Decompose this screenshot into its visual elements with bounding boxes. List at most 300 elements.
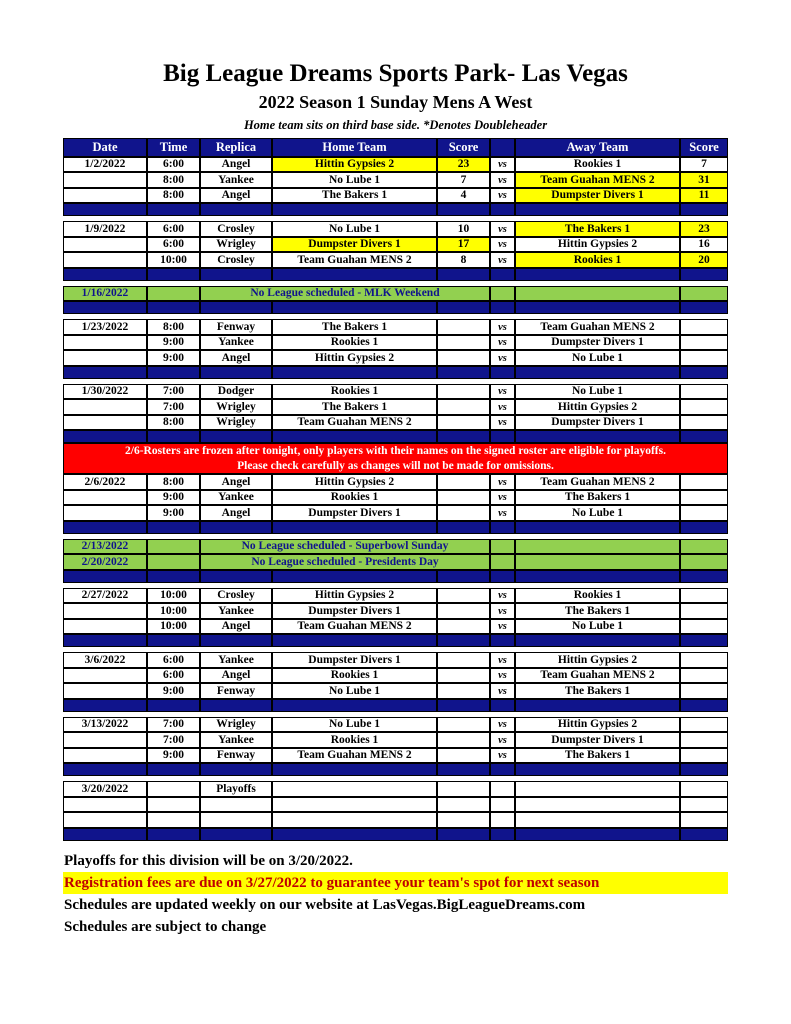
separator-cell [437,763,490,776]
replica-cell: Wrigley [200,237,272,253]
home-score-cell [437,335,490,351]
date-cell [63,237,147,253]
vs-label: vs [490,748,515,764]
separator-cell [490,699,515,712]
header-away-team: Away Team [515,138,680,157]
separator-cell [680,203,728,216]
time-cell [147,539,200,555]
no-league-message: No League scheduled - Presidents Day [200,554,490,570]
home-score-cell [437,415,490,431]
game-row [63,350,728,366]
separator-cell [63,430,147,443]
away-score-cell [680,350,728,366]
away-team-cell: The Bakers 1 [515,490,680,506]
time-cell: 8:00 [147,188,200,204]
game-row [63,668,728,684]
home-score-cell [437,588,490,604]
schedule-page [63,0,728,938]
separator-cell [147,634,200,647]
separator-cell [515,366,680,379]
away-team-cell: The Bakers 1 [515,683,680,699]
time-cell [147,812,200,828]
home-team-cell: Dumpster Divers 1 [272,652,437,668]
no-league-row [63,286,728,302]
home-team-cell: The Bakers 1 [272,188,437,204]
game-row [63,588,728,604]
home-score-cell: 10 [437,221,490,237]
roster-freeze-line-1: 2/6-Rosters are frozen after tonight, only players with their names on the signed roster are eligible for playoffs. [125,445,666,458]
separator-cell [490,828,515,841]
separator-cell [200,268,272,281]
separator-cell [272,634,437,647]
date-cell: 2/20/2022 [63,554,147,570]
separator-cell [515,763,680,776]
date-cell: 1/16/2022 [63,286,147,302]
away-score-cell [680,781,728,797]
game-row [63,812,728,828]
date-cell [63,812,147,828]
game-row [63,415,728,431]
separator-cell [63,763,147,776]
time-cell [147,781,200,797]
away-score-cell: 31 [680,172,728,188]
replica-cell [200,812,272,828]
home-team-cell: Hittin Gypsies 2 [272,474,437,490]
away-score-cell [680,384,728,400]
header-date: Date [63,138,147,157]
replica-cell: Crosley [200,588,272,604]
away-score-cell [680,732,728,748]
away-score-cell [680,588,728,604]
separator-row [63,366,728,379]
separator-cell [272,570,437,583]
vs-label: vs [490,399,515,415]
separator-cell [490,366,515,379]
separator-cell [515,203,680,216]
replica-cell: Angel [200,474,272,490]
vs-label: vs [490,335,515,351]
vs-label: vs [490,221,515,237]
separator-cell [437,828,490,841]
vs-label: vs [490,717,515,733]
separator-cell [200,699,272,712]
header-vs [490,138,515,157]
away-score-cell: 11 [680,188,728,204]
separator-cell [272,763,437,776]
vs-cell-blank [490,286,515,302]
header-home-team: Home Team [272,138,437,157]
replica-cell: Angel [200,505,272,521]
home-team-cell: No Lube 1 [272,221,437,237]
no-league-message: No League scheduled - MLK Weekend [200,286,490,302]
time-cell: 6:00 [147,221,200,237]
game-row [63,384,728,400]
table-body [63,157,728,841]
separator-cell [272,203,437,216]
away-score-cell [680,490,728,506]
away-score-cell [680,668,728,684]
away-score-cell: 20 [680,252,728,268]
away-score-cell [680,415,728,431]
time-cell: 6:00 [147,652,200,668]
time-cell: 9:00 [147,335,200,351]
separator-cell [490,763,515,776]
separator-row [63,699,728,712]
separator-cell [200,828,272,841]
away-score-cell [680,286,728,302]
away-score-cell [680,748,728,764]
vs-label: vs [490,237,515,253]
vs-label [490,781,515,797]
separator-cell [515,699,680,712]
away-score-cell [680,619,728,635]
home-team-note: Home team sits on third base side. *Denotes Doubleheader [243,117,548,132]
game-row [63,221,728,237]
separator-cell [200,521,272,534]
game-row [63,319,728,335]
home-score-cell: 7 [437,172,490,188]
vs-label: vs [490,157,515,173]
separator-cell [147,521,200,534]
footer-website-line: Schedules are updated weekly on our website at LasVegas.BigLeagueDreams.com [64,896,586,913]
separator-cell [680,634,728,647]
replica-cell: Angel [200,188,272,204]
home-team-cell: Team Guahan MENS 2 [272,415,437,431]
home-score-cell [437,490,490,506]
vs-cell-blank [490,554,515,570]
separator-cell [63,570,147,583]
replica-cell [200,797,272,813]
home-team-cell: No Lube 1 [272,683,437,699]
separator-cell [147,203,200,216]
date-cell [63,797,147,813]
vs-label: vs [490,603,515,619]
separator-cell [63,366,147,379]
home-score-cell: 17 [437,237,490,253]
game-row [63,505,728,521]
separator-row [63,430,728,443]
replica-cell: Wrigley [200,399,272,415]
separator-cell [272,301,437,314]
time-cell: 7:00 [147,732,200,748]
vs-label: vs [490,505,515,521]
separator-cell [200,366,272,379]
game-row [63,252,728,268]
time-cell: 6:00 [147,237,200,253]
away-score-cell [680,554,728,570]
date-cell [63,399,147,415]
time-cell: 9:00 [147,505,200,521]
time-cell: 9:00 [147,683,200,699]
date-cell [63,172,147,188]
home-score-cell [437,812,490,828]
date-cell [63,619,147,635]
date-cell [63,732,147,748]
replica-cell: Dodger [200,384,272,400]
home-score-cell [437,732,490,748]
separator-cell [515,521,680,534]
replica-cell: Fenway [200,319,272,335]
time-cell: 10:00 [147,588,200,604]
separator-cell [437,268,490,281]
game-row [63,717,728,733]
date-cell [63,505,147,521]
game-row [63,748,728,764]
away-team-cell: Hittin Gypsies 2 [515,652,680,668]
home-team-cell: Rookies 1 [272,668,437,684]
vs-label: vs [490,668,515,684]
vs-label: vs [490,683,515,699]
date-cell [63,683,147,699]
separator-row [63,203,728,216]
date-cell [63,350,147,366]
replica-cell: Angel [200,350,272,366]
game-row [63,797,728,813]
home-team-cell: Dumpster Divers 1 [272,603,437,619]
separator-cell [147,301,200,314]
replica-cell: Crosley [200,252,272,268]
away-team-cell: Rookies 1 [515,252,680,268]
away-team-cell: Team Guahan MENS 2 [515,668,680,684]
date-cell: 2/6/2022 [63,474,147,490]
date-cell: 3/13/2022 [63,717,147,733]
separator-cell [490,570,515,583]
game-row [63,781,728,797]
home-team-cell [272,812,437,828]
replica-cell: Wrigley [200,717,272,733]
table-header-row [63,138,728,157]
separator-cell [680,268,728,281]
separator-cell [680,366,728,379]
away-team-cell: Dumpster Divers 1 [515,415,680,431]
date-cell: 1/2/2022 [63,157,147,173]
time-cell: 6:00 [147,157,200,173]
away-score-cell: 23 [680,221,728,237]
header-time: Time [147,138,200,157]
schedule-table [63,138,728,841]
separator-cell [200,203,272,216]
away-score-cell [680,797,728,813]
separator-cell [437,301,490,314]
time-cell: 9:00 [147,748,200,764]
home-team-cell: Team Guahan MENS 2 [272,619,437,635]
game-row [63,603,728,619]
separator-row [63,268,728,281]
replica-cell: Angel [200,668,272,684]
time-cell: 8:00 [147,319,200,335]
replica-cell: Yankee [200,652,272,668]
replica-cell: Yankee [200,335,272,351]
home-team-cell [272,797,437,813]
footer-playoffs-line: Playoffs for this division will be on 3/20/2022. [64,852,353,869]
away-team-cell: Rookies 1 [515,588,680,604]
separator-cell [680,301,728,314]
home-score-cell [437,781,490,797]
vs-label: vs [490,490,515,506]
separator-row [63,634,728,647]
separator-cell [680,570,728,583]
separator-cell [63,301,147,314]
date-cell: 1/9/2022 [63,221,147,237]
home-team-cell: Hittin Gypsies 2 [272,588,437,604]
separator-cell [63,268,147,281]
away-team-cell: Rookies 1 [515,157,680,173]
separator-cell [515,268,680,281]
separator-cell [63,828,147,841]
separator-cell [272,699,437,712]
away-score-cell [680,812,728,828]
time-cell: 8:00 [147,172,200,188]
vs-label: vs [490,252,515,268]
away-score-cell [680,505,728,521]
vs-label: vs [490,384,515,400]
separator-cell [490,301,515,314]
separator-cell [272,828,437,841]
date-cell [63,668,147,684]
separator-cell [515,828,680,841]
separator-cell [515,301,680,314]
away-team-cell: Team Guahan MENS 2 [515,474,680,490]
vs-label: vs [490,319,515,335]
vs-label [490,812,515,828]
home-team-cell: Hittin Gypsies 2 [272,350,437,366]
home-score-cell [437,350,490,366]
game-row [63,237,728,253]
separator-cell [515,634,680,647]
separator-cell [437,521,490,534]
game-row [63,157,728,173]
home-team-cell: Rookies 1 [272,490,437,506]
home-team-cell [272,781,437,797]
away-team-cell: No Lube 1 [515,619,680,635]
game-row [63,732,728,748]
separator-cell [490,521,515,534]
separator-cell [147,699,200,712]
away-score-cell: 7 [680,157,728,173]
separator-cell [680,699,728,712]
replica-cell: Yankee [200,490,272,506]
vs-label: vs [490,350,515,366]
time-cell [147,797,200,813]
home-team-cell: No Lube 1 [272,717,437,733]
home-score-cell [437,384,490,400]
separator-cell [490,203,515,216]
date-cell [63,415,147,431]
vs-label [490,797,515,813]
replica-cell: Fenway [200,748,272,764]
header-home-score: Score [437,138,490,157]
away-team-cell: Dumpster Divers 1 [515,732,680,748]
away-team-cell: Team Guahan MENS 2 [515,319,680,335]
home-score-cell: 23 [437,157,490,173]
game-row [63,474,728,490]
home-team-cell: Dumpster Divers 1 [272,505,437,521]
vs-label: vs [490,188,515,204]
vs-label: vs [490,619,515,635]
separator-cell [272,430,437,443]
replica-cell: Angel [200,157,272,173]
away-team-cell [515,797,680,813]
replica-cell: Playoffs [200,781,272,797]
separator-cell [200,570,272,583]
game-row [63,490,728,506]
home-score-cell [437,797,490,813]
separator-row [63,570,728,583]
separator-cell [437,699,490,712]
away-team-cell: Team Guahan MENS 2 [515,172,680,188]
home-team-cell: Rookies 1 [272,384,437,400]
away-score-cell [680,717,728,733]
separator-cell [437,430,490,443]
separator-cell [437,634,490,647]
separator-cell [63,634,147,647]
separator-cell [147,366,200,379]
separator-cell [515,570,680,583]
date-cell: 3/20/2022 [63,781,147,797]
date-cell: 2/13/2022 [63,539,147,555]
header-away-score: Score [680,138,728,157]
date-cell [63,188,147,204]
separator-cell [200,763,272,776]
home-score-cell [437,652,490,668]
home-score-cell [437,399,490,415]
away-team-cell: The Bakers 1 [515,748,680,764]
separator-cell [272,521,437,534]
away-team-cell [515,781,680,797]
away-team-cell [515,286,680,302]
replica-cell: Yankee [200,732,272,748]
date-cell [63,603,147,619]
separator-row [63,828,728,841]
replica-cell: Yankee [200,172,272,188]
away-team-cell [515,554,680,570]
home-team-cell: The Bakers 1 [272,399,437,415]
separator-cell [490,268,515,281]
away-score-cell [680,539,728,555]
time-cell: 9:00 [147,490,200,506]
time-cell: 7:00 [147,384,200,400]
time-cell: 10:00 [147,252,200,268]
home-score-cell: 4 [437,188,490,204]
time-cell: 10:00 [147,619,200,635]
separator-cell [272,366,437,379]
away-team-cell: No Lube 1 [515,505,680,521]
home-team-cell: Rookies 1 [272,732,437,748]
date-cell [63,252,147,268]
time-cell [147,554,200,570]
separator-cell [200,634,272,647]
away-score-cell: 16 [680,237,728,253]
separator-row [63,301,728,314]
separator-cell [63,203,147,216]
away-team-cell: Hittin Gypsies 2 [515,237,680,253]
away-team-cell: Hittin Gypsies 2 [515,399,680,415]
away-score-cell [680,683,728,699]
home-team-cell: No Lube 1 [272,172,437,188]
time-cell: 9:00 [147,350,200,366]
away-team-cell [515,812,680,828]
time-cell [147,286,200,302]
away-score-cell [680,652,728,668]
vs-label: vs [490,172,515,188]
roster-freeze-notice [63,443,728,474]
replica-cell: Fenway [200,683,272,699]
replica-cell: Wrigley [200,415,272,431]
away-team-cell: The Bakers 1 [515,603,680,619]
game-row [63,172,728,188]
replica-cell: Yankee [200,603,272,619]
separator-cell [437,570,490,583]
